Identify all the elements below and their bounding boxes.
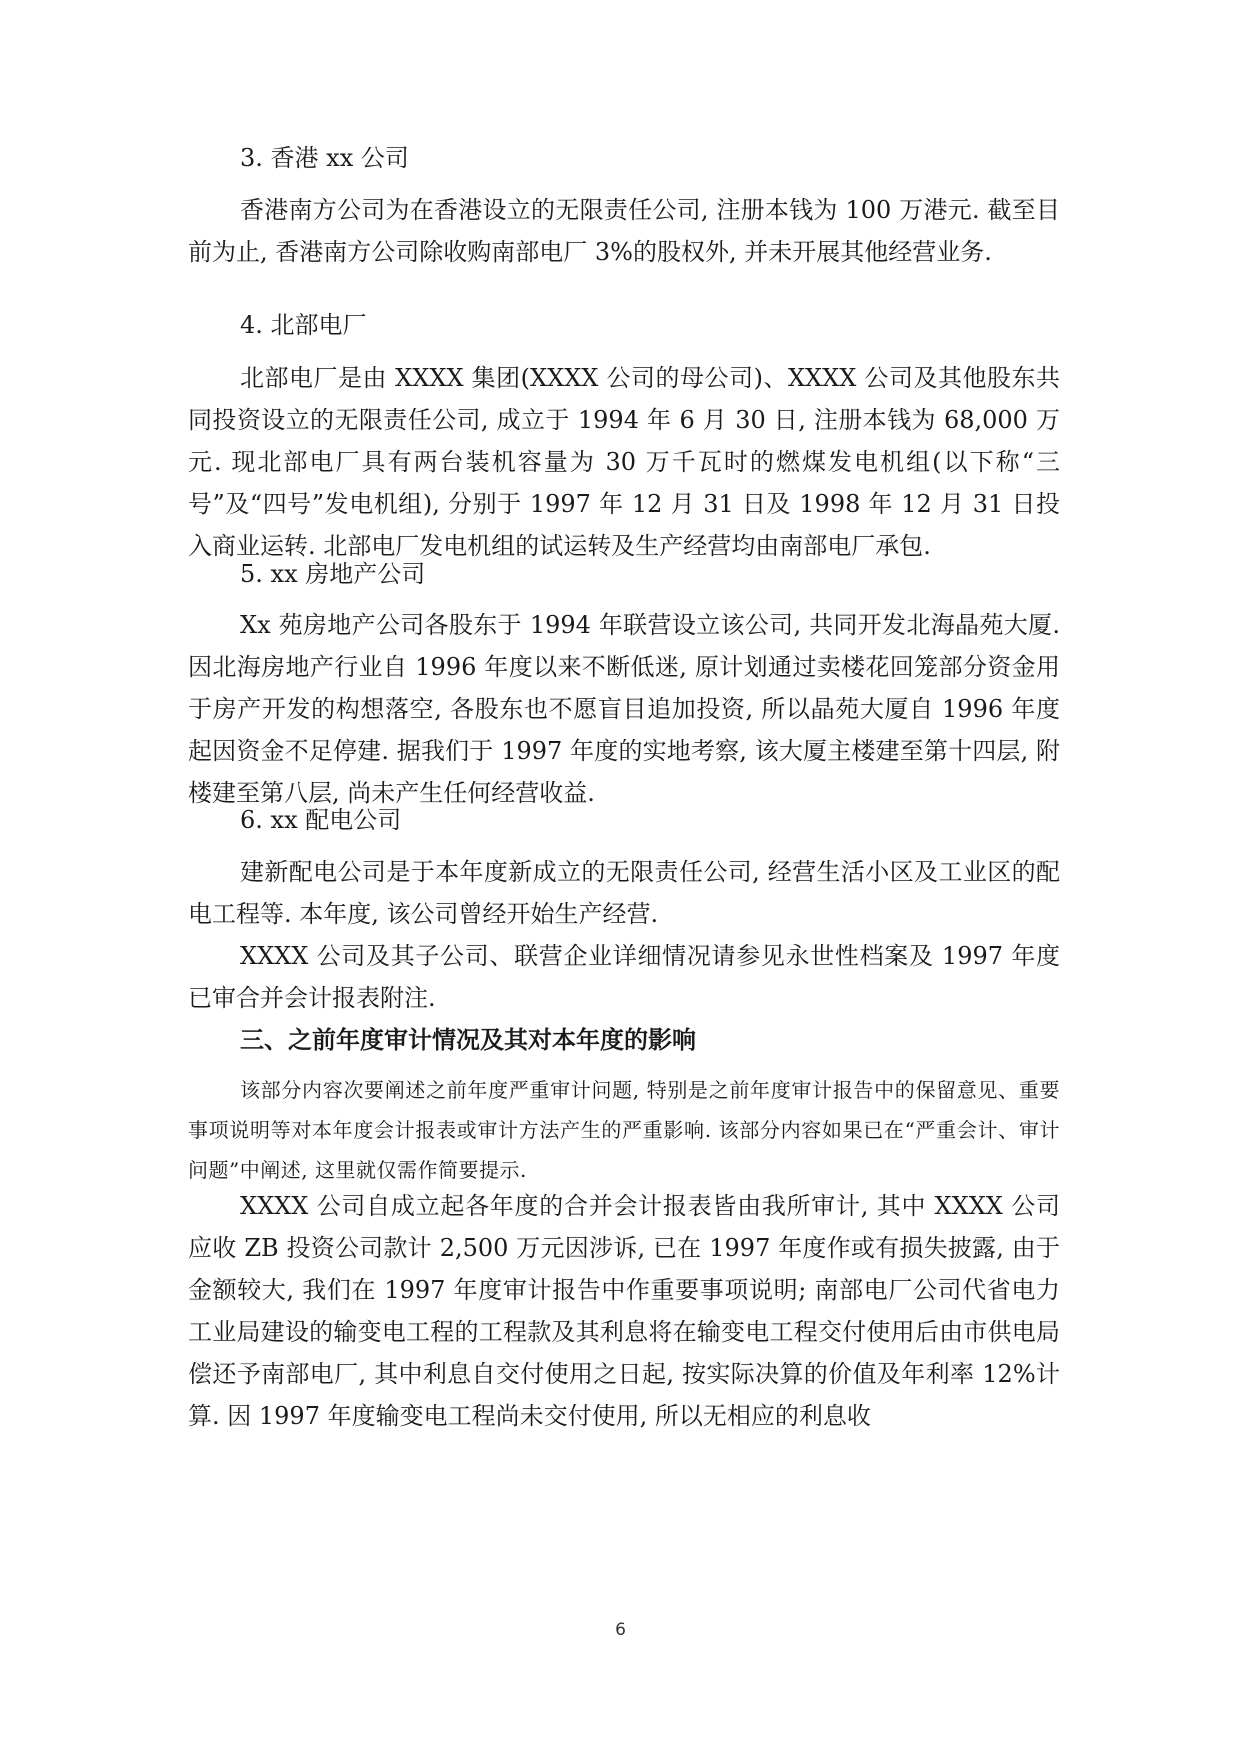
item4-title: 4. 北部电厂 bbox=[240, 311, 367, 339]
item6-body: 建新配电公司是于本年度新成立的无限责任公司, 经营生活小区及工业区的配电工程等. 本年度, 该公司曾经开始生产经营. bbox=[188, 858, 1060, 928]
section-note: 该部分内容次要阐述之前年度严重审计问题, 特别是之前年度审计报告中的保留意见、重要事项说明等对本年度会计报表或审计方法产生的严重影响. 该部分内容如果已在“严重会计、审计问题”中阐述, 这里就仅需作简要提示. bbox=[188, 1078, 1060, 1182]
summary-paragraph: XXXX 公司及其子公司、联营企业详细情况请参见永世性档案及 1997 年度已审合并会计报表附注. bbox=[188, 942, 1060, 1012]
item5-body: Xx 苑房地产公司各股东于 1994 年联营设立该公司, 共同开发北海晶苑大厦. 因北海房地产行业自 1996 年度以来不断低迷, 原计划通过卖楼花回笼部分资金用于房产开发的构想落空, 各股东也不愿盲目追加投资, 所以晶苑大厦自 1996 年度起因资金不足停建. 据我们于 1997 年度的实地考察, 该大厦主楼建至第十四层, 附楼建至第八层, 尚未产生任何经营收益. bbox=[188, 611, 1060, 807]
item6-title: 6. xx 配电公司 bbox=[240, 806, 402, 834]
item3-body: 香港南方公司为在香港设立的无限责任公司, 注册本钱为 100 万港元. 截至目前为止, 香港南方公司除收购南部电厂 3%的股权外, 并未开展其他经营业务. bbox=[188, 196, 1060, 266]
item5-title: 5. xx 房地产公司 bbox=[240, 560, 426, 588]
page-number: 6 bbox=[615, 1620, 626, 1640]
item4-body: 北部电厂是由 XXXX 集团(XXXX 公司的母公司)、XXXX 公司及其他股东共同投资设立的无限责任公司, 成立于 1994 年 6 月 30 日, 注册本钱为 68,000 万元. 现北部电厂具有两台装机容量为 30 万千瓦时的燃煤发电机组(以下称“三号”及“四号”发电机组), 分别于 1997 年 12 月 31 日及 1998 年 12 月 31 日投入商业运转. 北部电厂发电机组的试运转及生产经营均由南部电厂承包. bbox=[188, 364, 1060, 560]
section-body: XXXX 公司自成立起各年度的合并会计报表皆由我所审计, 其中 XXXX 公司应收 ZB 投资公司款计 2,500 万元因涉诉, 已在 1997 年度作或有损失披露, 由于金额较大, 我们在 1997 年度审计报告中作重要事项说明; 南部电厂公司代省电力工业局建设的输变电工程的工程款及其利息将在输变电工程交付使用后由市供电局偿还予南部电厂, 其中利息自交付使用之日起, 按实际决算的价值及年利率 12%计算. 因 1997 年度输变电工程尚未交付使用, 所以无相应的利息收 bbox=[188, 1192, 1060, 1430]
item3-title: 3. 香港 xx 公司 bbox=[240, 144, 409, 172]
section-heading: 三、之前年度审计情况及其对本年度的影响 bbox=[240, 1026, 696, 1054]
